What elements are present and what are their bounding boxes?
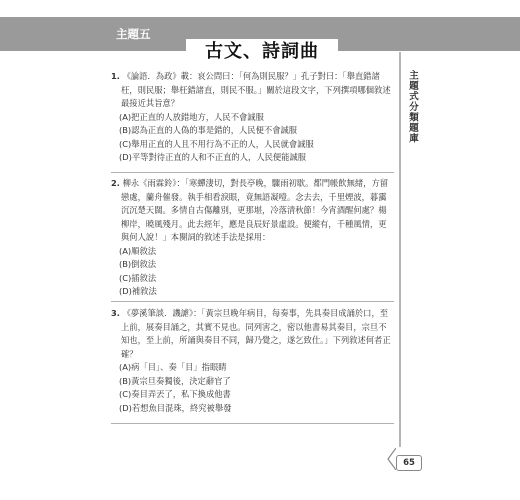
- option-a[interactable]: (A)病「目」、奏「目」指眼睛: [119, 362, 227, 372]
- page-title: 古文、詩詞曲: [205, 41, 319, 62]
- option-c[interactable]: (C)舉用正直的人且不用行為不正的人，人民就會誠服: [119, 138, 314, 149]
- question-stem: 《夢溪筆談．譏謔》：「黃宗旦晚年病目，每奏事，先具奏目成誦於口，至上前，展奏目誦之，其實不見也。同列害之，密以他書易其奏目，宗旦不知也，至上前，所誦與奏目不同，歸乃覺之，遂乞致仕。」下列敘述何者正確？: [121, 308, 391, 359]
- question-stem: 《論語．為政》載：哀公問曰：「何為則民服？」孔子對曰：「舉直錯諸枉，則民服；舉枉錯諸直，則民不服。」關於這段文字，下列撰項哪個敘述最接近其旨意？: [121, 71, 391, 108]
- page-number: 65: [396, 455, 422, 471]
- option-a[interactable]: (A)順敘法: [119, 245, 157, 256]
- option-b[interactable]: (B)黃宗旦奏獨後，決定辭官了: [119, 375, 231, 386]
- question-number: 1.: [111, 71, 120, 81]
- option-b[interactable]: (B)倒敘法: [119, 259, 157, 269]
- side-rule: [399, 52, 401, 447]
- option-c[interactable]: (C)奏目弄丟了，私下換成他書: [119, 389, 231, 399]
- question-divider: [111, 301, 394, 302]
- option-a[interactable]: (A)把正直的人放錯地方，人民不會誠服: [119, 111, 264, 122]
- option-d[interactable]: (D)平等對待正直的人和不正直的人，人民便能誠服: [119, 152, 307, 162]
- question-3: [111, 307, 394, 415]
- topic-label: 主題五: [116, 27, 151, 41]
- corner-decoration-icon: [386, 448, 396, 470]
- option-d[interactable]: (D)補敘法: [119, 286, 157, 296]
- question-1: [111, 70, 394, 165]
- question-number: 3.: [111, 308, 120, 318]
- question-divider: [111, 423, 394, 424]
- option-d[interactable]: (D)若想魚目混珠，終究被舉發: [119, 402, 232, 413]
- question-2: [111, 177, 394, 299]
- question-number: 2.: [111, 178, 120, 188]
- side-label: 主題式分類題庫: [407, 70, 418, 144]
- question-divider: [111, 172, 394, 173]
- option-c[interactable]: (C)插敘法: [119, 272, 157, 283]
- question-stem: 柳永《雨霖鈴》：「寒蟬淒切，對長亭晚，驟雨初歇。都門帳飲無緒，方留戀處，蘭舟催發。執手相看淚眼，竟無語凝噎。念去去，千里煙波，暮靄沉沉楚天闊。多情自古傷離別，更那堪，冷落清秋節！今宵酒醒何處？楊柳岸，曉風殘月。此去經年，應是良辰好景虛設。便縱有，千種風情，更與何人說！」本闋詞的敘述手法是採用：: [121, 178, 389, 242]
- option-b[interactable]: (B)認為正直的人偽的事是錯的，人民便不會誠服: [119, 125, 298, 135]
